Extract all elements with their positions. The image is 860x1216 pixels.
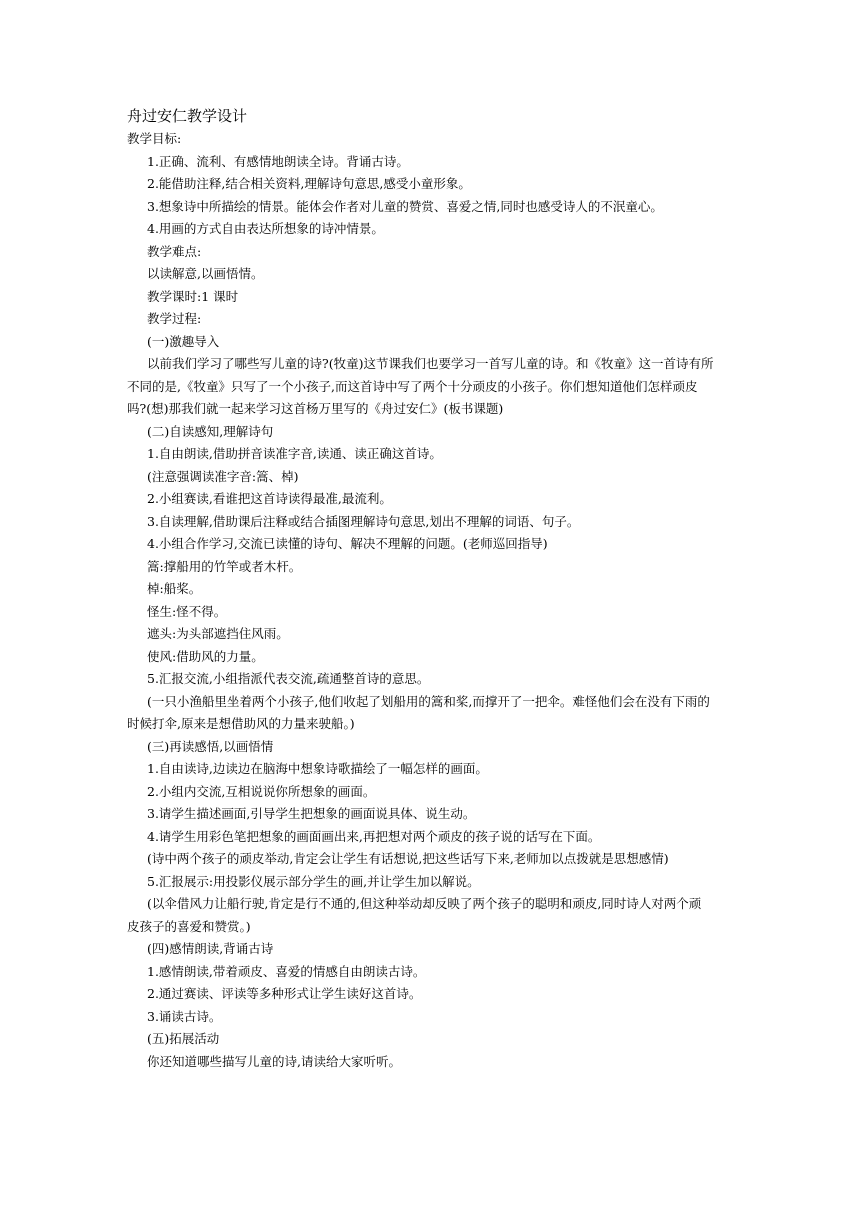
- step-line: 2.通过赛读、评读等多种形式让学生读好这首诗。: [147, 986, 422, 1001]
- difficulty-heading: 教学难点:: [147, 243, 202, 259]
- paragraph-line: 吗?(想)那我们就一起来学习这首杨万里写的《舟过安仁》(板书课题): [127, 401, 504, 416]
- step-line: (注意强调读准字音:篙、棹): [147, 468, 299, 484]
- step-line: 5.汇报展示:用投影仪展示部分学生的画,并让学生加以解说。: [147, 873, 480, 889]
- step-line: 4.请学生用彩色笔把想象的画面画出来,再把想对两个顽皮的孩子说的话写在下面。: [147, 828, 601, 844]
- class-period: 教学课时:1 课时: [147, 288, 239, 304]
- process-heading: 教学过程:: [147, 311, 202, 326]
- step-line: 3.诵读古诗。: [147, 1008, 222, 1024]
- step-line: 1.自由读诗,边读边在脑海中想象诗歌描绘了一幅怎样的画面。: [147, 761, 488, 776]
- section-heading: (二)自读感知,理解诗句: [147, 423, 274, 439]
- step-line: 1.自由朗读,借助拼音读准字音,读通、读正确这首诗。: [147, 446, 442, 461]
- difficulty-text: 以读解意,以画悟情。: [147, 266, 264, 281]
- step-line: 1.感情朗读,带着顽皮、喜爱的情感自由朗读古诗。: [147, 963, 426, 979]
- paragraph-line: (一只小渔船里坐着两个小孩子,他们收起了划船用的篙和桨,而撑开了一把伞。难怪他们会在没有下雨的: [147, 693, 710, 709]
- glossary-line: 遮头:为头部遮挡住风雨。: [147, 626, 289, 641]
- paragraph-line: 不同的是,《牧童》只写了一个小孩子,而这首诗中写了两个十分顽皮的小孩子。你们想知道他们怎样顽皮: [127, 378, 698, 394]
- glossary-line: 篙:撑船用的竹竿或者木杆。: [147, 558, 302, 574]
- section-heading: (三)再读感悟,以画悟情: [147, 738, 274, 754]
- step-line: 5.汇报交流,小组指派代表交流,疏通整首诗的意思。: [147, 671, 430, 686]
- glossary-line: 怪生:怪不得。: [147, 603, 227, 619]
- step-line: 3.自读理解,借助课后注释或结合插图理解诗句意思,划出不理解的词语、句子。: [147, 513, 580, 529]
- step-line: 2.小组内交流,互相说说你所想象的画面。: [147, 783, 376, 799]
- goal-item: 4.用画的方式自由表达所想象的诗冲情景。: [147, 221, 384, 236]
- step-line: 4.小组合作学习,交流已读懂的诗句、解决不理解的问题。(老师巡回指导): [147, 536, 548, 551]
- paragraph-line: 时候打伞,原来是想借助风的力量来驶船。): [127, 716, 355, 731]
- document-title: 舟过安仁教学设计: [127, 107, 248, 125]
- step-line: 2.小组赛读,看谁把这首诗读得最准,最流利。: [147, 491, 392, 506]
- goal-item: 1.正确、流利、有感情地朗读全诗。背诵古诗。: [147, 153, 409, 169]
- goals-heading: 教学目标:: [127, 131, 182, 146]
- goal-item: 2.能借助注释,结合相关资料,理解诗句意思,感受小童形象。: [147, 176, 471, 191]
- section-heading: (四)感情朗读,背诵古诗: [147, 941, 274, 956]
- paragraph-line: 皮孩子的喜爱和赞赏。): [127, 918, 251, 934]
- paragraph-line: 你还知道哪些描写儿童的诗,请读给大家听听。: [147, 1053, 401, 1069]
- glossary-line: 使风:借助风的力量。: [147, 648, 264, 664]
- section-heading: (一)激趣导入: [147, 333, 220, 349]
- section-heading: (五)拓展活动: [147, 1031, 220, 1046]
- step-line: 3.请学生描述画面,引导学生把想象的画面说具体、说生动。: [147, 806, 476, 821]
- paragraph-line: 以前我们学习了哪些写儿童的诗?(牧童)这节课我们也要学习一首写儿童的诗。和《牧童》这一首诗有所: [147, 356, 714, 371]
- document-page: [127, 104, 741, 1073]
- glossary-line: 棹:船桨。: [147, 581, 202, 596]
- step-line: (诗中两个孩子的顽皮举动,肯定会让学生有话想说,把这些话写下来,老师加以点拨就是思想感情): [147, 851, 669, 866]
- goal-item: 3.想象诗中所描绘的情景。能体会作者对儿童的赞赏、喜爱之情,同时也感受诗人的不泯童心。: [147, 198, 663, 214]
- paragraph-line: (以伞借风力让船行驶,肯定是行不通的,但这种举动却反映了两个孩子的聪明和顽皮,同时诗人对两个顽: [147, 896, 702, 911]
